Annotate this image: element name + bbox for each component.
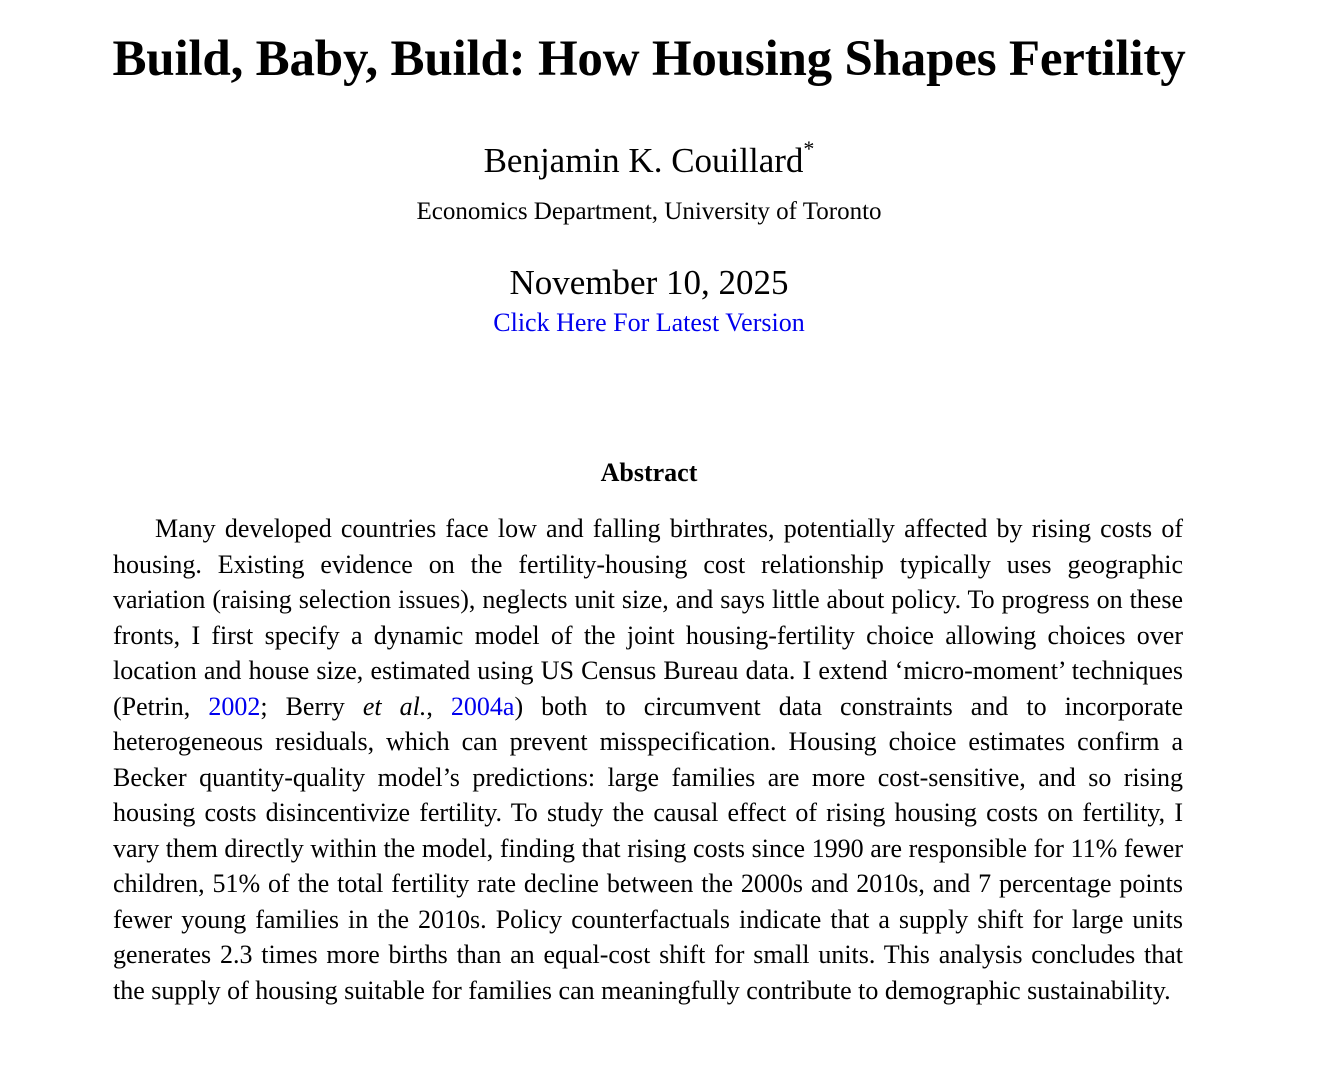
abstract-text	[113, 511, 1183, 1008]
author-affiliation: Economics Department, University of Toronto	[416, 198, 882, 225]
citation-link-berry-2004a[interactable]: 2004a	[450, 691, 515, 721]
citation-link-petrin-2002[interactable]: 2002	[208, 691, 261, 721]
et-al-italic: et al.	[362, 691, 427, 721]
paper-date: November 10, 2025	[509, 263, 789, 302]
abstract-heading: Abstract	[600, 458, 698, 487]
abstract-text-part-1: Many developed countries face low and falling birthrates, potentially affected by rising costs of housing. Existing evidence on the fertility-housing cost relationship typically uses geographic variation (raising selection issues), neglects unit size, and says little about policy. To progress on these fronts, I first specify a dynamic model of the joint housing-fertility choice allowing choices over location and house size, estimated using US Census Bureau data. I extend ‘micro-moment’ techniques (Petrin,	[113, 514, 1183, 721]
abstract-text-part-2: ; Berry	[260, 691, 363, 721]
author-footnote-marker[interactable]: *	[803, 136, 815, 161]
latest-version-line	[0, 307, 1298, 338]
author-name: Benjamin K. Couillard	[483, 141, 804, 180]
abstract-text-part-3: ,	[426, 691, 451, 721]
paper-title: Build, Baby, Build: How Housing Shapes Fertility	[112, 31, 1186, 87]
author-line	[0, 136, 1298, 182]
abstract-text-part-4: ) both to circumvent data constraints and to incorporate heterogeneous residuals, which can prevent misspecification. Housing choice estimates confirm a Becker quantity-quality model’s predictions: large families are more cost-sensitive, and so rising housing costs disincentivize fertility. To study the causal effect of rising housing costs on fertility, I vary them directly within the model, finding that rising costs since 1990 are responsible for 11% fewer children, 51% of the total fertility rate decline between the 2000s and 2010s, and 7 percentage points fewer young families in the 2010s. Policy counterfactuals indicate that a supply shift for large units generates 2.3 times more births than an equal-cost shift for small units. This analysis concludes that the supply of housing suitable for families can meaningfully contribute to demographic sustainability.	[113, 691, 1183, 1005]
latest-version-link[interactable]: Click Here For Latest Version	[493, 308, 805, 337]
